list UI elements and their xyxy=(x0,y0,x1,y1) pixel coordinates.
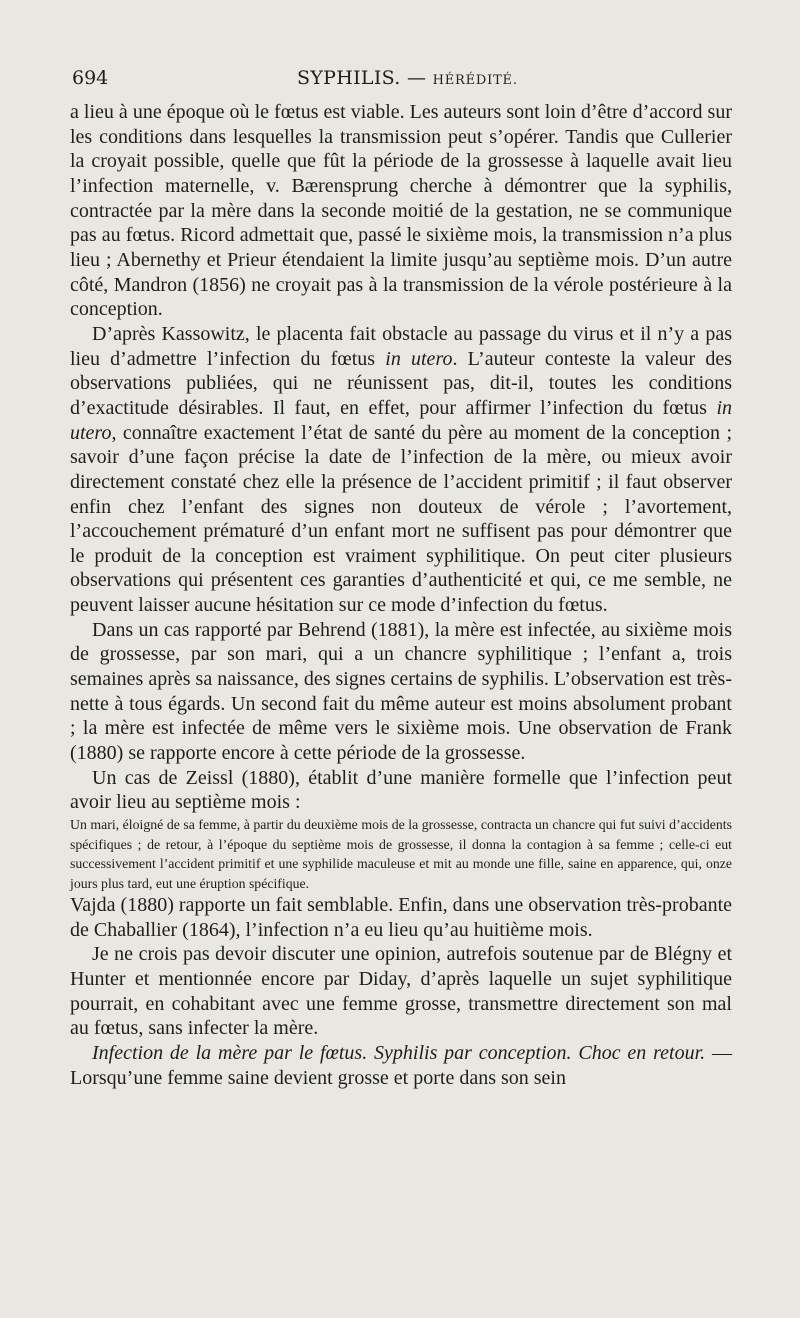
running-title-main: SYPHILIS. — xyxy=(297,67,433,89)
paragraph-2-italic-1: in utero xyxy=(385,347,453,370)
paragraph-5: Vajda (1880) rapporte un fait semblable. Enfin, dans une observation très-probante de Chaballier (1864), l’infection n’a eu lieu qu’au huitième mois. xyxy=(70,894,733,941)
running-title-sub: HÉRÉDITÉ. xyxy=(432,73,518,88)
section-heading-italic: Infection de la mère par le fœtus. Syphilis par conception. Choc en retour. xyxy=(92,1041,706,1064)
paragraph-4: Un cas de Zeissl (1880), établit d’une manière formelle que l’infection peut avoir lieu au septième mois : xyxy=(70,766,732,814)
paragraph-2 xyxy=(70,322,732,618)
block-quote: Un mari, éloigné de sa femme, à partir du deuxième mois de la grossesse, contracta un chancre qui fut suivi d’accidents spécifiques ; de retour, à l’époque du septième mois de grossesse, il donna la contagion à sa femme ; celle-ci eut successivement l’accident primitif et une syphilide maculeuse et mit au monde une fille, saine en apparence, qui, onze jours plus tard, eut une éruption spécifique. xyxy=(70,817,732,891)
paragraph-2-part-c: , connaître exactement l’état de santé du père au moment de la conception ; savoir d’une façon précise la date de l’infection de la mère, ou mieux avoir directement constaté chez elle la présence de l’accident primitif ; il faut observer enfin chez l’enfant des signes non douteux de vérole ; l’avortement, l’accouchement prématuré d’un enfant mort ne suffisent pas pour démontrer que le produit de la conception est vraiment syphilitique. On peut citer plusieurs observations qui présentent ces garanties d’authenticité et qui, ce me semble, ne peuvent laisser aucune hésitation sur ce mode d’infection du fœtus. xyxy=(70,421,732,617)
paragraph-2-italic-2: in utero xyxy=(70,396,732,444)
running-title xyxy=(297,64,518,95)
paragraph-1: a lieu à une époque où le fœtus est viable. Les auteurs sont loin d’être d’accord sur les conditions dans lesquelles la transmission peut s’opérer. Tandis que Cullerier la croyait possible, quelle que fût la période de la grossesse à laquelle avait lieu l’infection maternelle, v. Bærensprung cherche à démontrer que la syphilis, contractée par la mère dans la seconde moitié de la gestation, ne se communique pas au fœtus. Ricord admettait que, passé le sixième mois, la transmission n’a plus lieu ; Abernethy et Prieur étendaient la limite jusqu’au septième mois. D’un autre côté, Mandron (1856) ne croyait pas à la transmission de la vérole postérieure à la conception. xyxy=(70,101,732,321)
page-number: 694 xyxy=(72,67,109,89)
paragraph-7-text: — Lorsqu’une femme saine devient grosse et porte dans son sein xyxy=(70,1041,733,1089)
paragraph-3: Dans un cas rapporté par Behrend (1881), la mère est infectée, au sixième mois de grossesse, par son mari, qui a un chancre syphilitique ; l’enfant a, trois semaines après sa naissance, des signes certains de syphilis. L’observation est très-nette à tous égards. Un second fait du même auteur est moins absolument probant ; la mère est infectée de même vers le sixième mois. Une observation de Frank (1880) se rapporte encore à cette période de la grossesse. xyxy=(70,618,732,765)
paragraph-2-part-a: D’après Kassowitz, le placenta fait obstacle au passage du virus et il n’y a pas lieu d’admettre l’infection du fœtus xyxy=(70,322,732,370)
paragraph-6: Je ne crois pas devoir discuter une opinion, autrefois soutenue par de Blégny et Hunter et mentionnée encore par Diday, d’après laquelle un sujet syphilitique pourrait, en cohabitant avec une femme grosse, transmettre directement son mal au fœtus, sans infecter la mère. xyxy=(70,943,732,1040)
paragraph-2-part-b: . L’auteur conteste la valeur des observations publiées, qui ne réunissent pas, dit-il, toutes les conditions d’exactitude désirables. Il faut, en effet, pour affirmer l’infection du fœtus xyxy=(70,347,732,419)
paragraph-7 xyxy=(70,1041,732,1090)
page-header xyxy=(72,64,732,92)
body-text xyxy=(70,100,732,1090)
